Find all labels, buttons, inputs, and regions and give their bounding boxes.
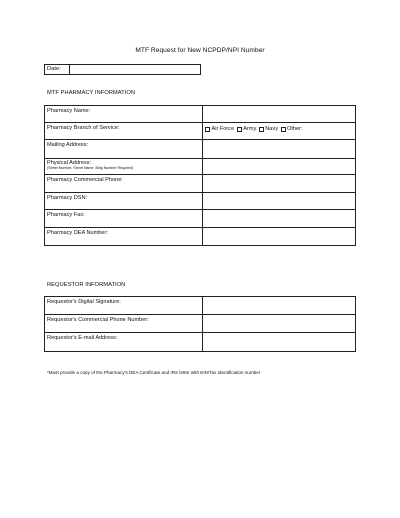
air-force-label: Air Force: [211, 126, 235, 132]
army-label: Army: [243, 126, 257, 132]
footnote: *Must provide a copy of the Pharmacy's DEA Certificate and IRS letter with EIN/Tax Identification number: [47, 370, 261, 375]
requestor-phone-input[interactable]: [203, 315, 356, 333]
pharmacy-section-heading: MTF PHARMACY INFORMATION: [47, 90, 136, 96]
air-force-checkbox[interactable]: [205, 127, 210, 132]
table-row: [45, 106, 356, 123]
dea-number-input[interactable]: [203, 228, 356, 246]
requestor-section-heading: REQUESTOR INFORMATION: [47, 282, 126, 288]
page-title: MTF Request for New NCPDP/NPI Number: [135, 47, 265, 54]
requestor-phone-label: Requestor's Commercial Phone Number:: [45, 315, 203, 333]
table-row: [45, 315, 356, 333]
table-row: [45, 175, 356, 193]
digital-signature-label: Requestor's Digital Signature:: [45, 297, 203, 315]
navy-checkbox[interactable]: [259, 127, 264, 132]
army-checkbox[interactable]: [237, 127, 242, 132]
requestor-email-input[interactable]: [203, 333, 356, 352]
physical-address-sublabel: (Street Number, Street Name, Bldg Number Required): [47, 166, 134, 170]
fax-label: Pharmacy Fax:: [45, 210, 203, 228]
table-row: [45, 210, 356, 228]
physical-address-cell: [45, 159, 203, 175]
navy-label: Navy: [265, 126, 279, 132]
requestor-info-table: [44, 296, 356, 352]
other-checkbox[interactable]: [281, 127, 286, 132]
branch-of-service-options: [203, 123, 356, 140]
table-row: [45, 297, 356, 315]
date-input[interactable]: [70, 65, 200, 74]
other-label: Other:: [287, 126, 303, 132]
pharmacy-name-label: Pharmacy Name:: [45, 106, 203, 123]
dsn-input[interactable]: [203, 193, 356, 210]
dsn-label: Pharmacy DSN:: [45, 193, 203, 210]
table-row: [45, 333, 356, 352]
branch-of-service-label: Pharmacy Branch of Service:: [45, 123, 203, 140]
table-row: [45, 193, 356, 210]
mailing-address-input[interactable]: [203, 140, 356, 159]
pharmacy-info-table: [44, 105, 356, 246]
fax-input[interactable]: [203, 210, 356, 228]
date-field-box: [44, 64, 201, 75]
date-label: Date:: [45, 65, 70, 74]
mailing-address-label: Mailing Address:: [45, 140, 203, 159]
physical-address-label: Physical Address:: [47, 160, 92, 166]
dea-number-label: Pharmacy DEA Number:: [45, 228, 203, 246]
physical-address-input[interactable]: [203, 159, 356, 175]
table-row: [45, 140, 356, 159]
commercial-phone-label: Pharmacy Commercial Phone:: [45, 175, 203, 193]
requestor-email-label: Requestor's E-mail Address:: [45, 333, 203, 352]
pharmacy-name-input[interactable]: [203, 106, 356, 123]
commercial-phone-input[interactable]: [203, 175, 356, 193]
table-row: [45, 228, 356, 246]
table-row: [45, 159, 356, 175]
digital-signature-input[interactable]: [203, 297, 356, 315]
table-row: [45, 123, 356, 140]
